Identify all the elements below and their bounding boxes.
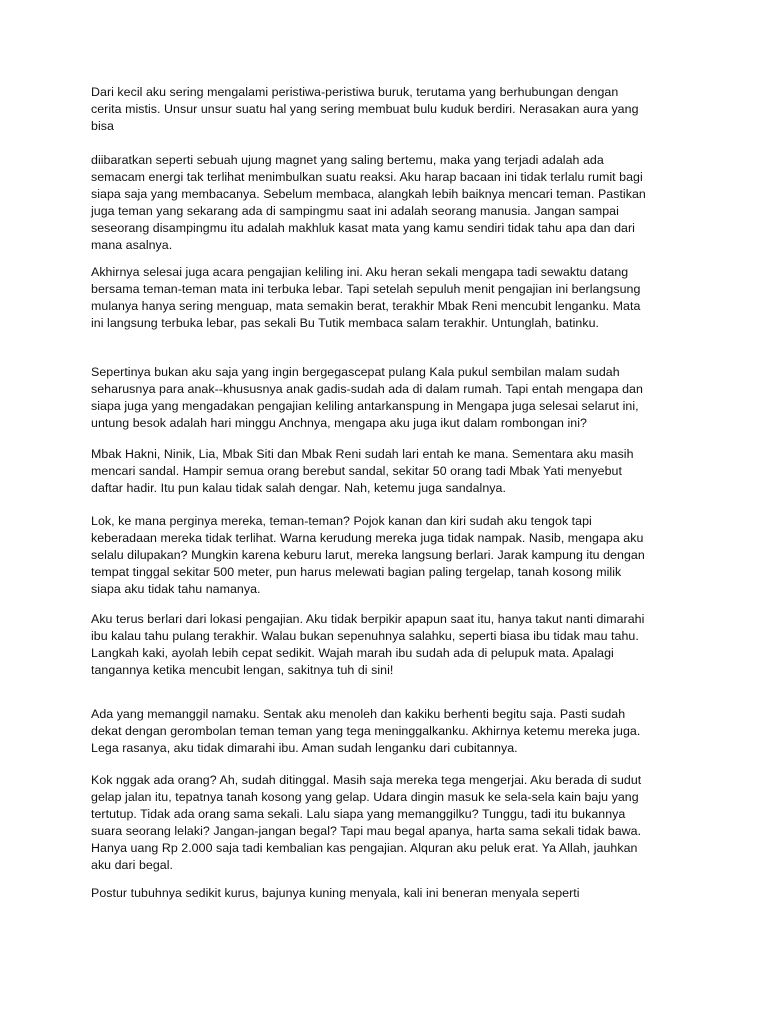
- paragraph-7: [91, 611, 691, 679]
- paragraph-1: [91, 84, 691, 135]
- text-line: siapa juga yang mengadakan pengajian keliling antarkanspung in Mengapa juga selesai selarut ini,: [91, 399, 639, 413]
- paragraph-10: [91, 885, 691, 902]
- text-line: ibu kalau tahu pulang terakhir. Walau bukan sepenuhnya salahku, seperti biasa ibu tidak mau tahu.: [91, 629, 639, 643]
- text-line: selalu dilupakan? Mungkin karena keburu larut, mereka langsung berlari. Jarak kampung itu dengan: [91, 548, 645, 562]
- paragraph-3: [91, 264, 691, 332]
- paragraph-5: [91, 446, 691, 497]
- text-line: siapa aku tidak tahu namanya.: [91, 582, 261, 596]
- text-line: Ada yang memanggil namaku. Sentak aku menoleh dan kakiku berhenti begitu saja. Pasti sudah: [91, 707, 626, 721]
- text-line: daftar hadir. Itu pun kalau tidak salah dengar. Nah, ketemu juga sandalnya.: [91, 481, 506, 495]
- text-line: keberadaan mereka tidak terlihat. Warna kerudung mereka juga tidak nampak. Nasib, mengapa aku: [91, 531, 644, 545]
- text-line: diibaratkan seperti sebuah ujung magnet yang saling bertemu, maka yang terjadi adalah ada: [91, 153, 604, 167]
- paragraph-6: [91, 513, 691, 598]
- text-line: aku dari begal.: [91, 858, 174, 872]
- text-line: cerita mistis. Unsur unsur suatu hal yang sering membuat bulu kuduk berdiri. Nerasakan aura yang: [91, 102, 639, 116]
- paragraph-2: [91, 152, 691, 254]
- text-line: Akhirnya selesai juga acara pengajian keliling ini. Aku heran sekali mengapa tadi sewaktu datang: [91, 265, 629, 279]
- text-line: dekat dengan gerombolan teman teman yang tega meninggalkanku. Akhirnya ketemu mereka juga.: [91, 724, 641, 738]
- text-line: ini langsung terbuka lebar, pas sekali Bu Tutik membaca salam terakhir. Untunglah, batinku.: [91, 316, 600, 330]
- text-line: Lega rasanya, aku tidak dimarahi ibu. Aman sudah lenganku dari cubitannya.: [91, 741, 518, 755]
- document-page: [91, 0, 691, 1024]
- text-line: suara seorang lelaki? Jangan-jangan begal? Tapi mau begal apanya, harta sama sekali tidak bawa.: [91, 824, 642, 838]
- paragraph-8: [91, 706, 691, 757]
- text-line: mulanya hanya sering menguap, mata semakin berat, terakhir Mbak Reni mencubit lenganku. Mata: [91, 299, 641, 313]
- text-line: mana asalnya.: [91, 238, 173, 252]
- text-line: untung besok adalah hari minggu Anchnya, mengapa aku juga ikut dalam rombongan ini?: [91, 416, 587, 430]
- text-line: Kok nggak ada orang? Ah, sudah ditinggal. Masih saja mereka tega mengerjai. Aku berada di sudut: [91, 773, 642, 787]
- text-line: Lok, ke mana perginya mereka, teman-teman? Pojok kanan dan kiri sudah aku tengok tapi: [91, 514, 592, 528]
- text-line: Aku terus berlari dari lokasi pengajian. Aku tidak berpikir apapun saat itu, hanya takut nanti dimarahi: [91, 612, 645, 626]
- paragraph-9: [91, 772, 691, 874]
- paragraph-4: [91, 364, 691, 432]
- text-line: Hanya uang Rp 2.000 saja tadi kembalian kas pengajian. Alquran aku peluk erat. Ya Allah, jauhkan: [91, 841, 638, 855]
- text-line: Langkah kaki, ayolah lebih cepat sedikit. Wajah marah ibu sudah ada di pelupuk mata. Apalagi: [91, 646, 614, 660]
- text-line: Sepertinya bukan aku saja yang ingin bergegascepat pulang Kala pukul sembilan malam sudah: [91, 365, 620, 379]
- text-line: semacam energi tak terlihat menimbulkan suatu reaksi. Aku harap bacaan ini tidak terlalu rumit bagi: [91, 170, 643, 184]
- text-line: bisa: [91, 119, 114, 133]
- text-line: Mbak Hakni, Ninik, Lia, Mbak Siti dan Mbak Reni sudah lari entah ke mana. Sementara aku masih: [91, 447, 634, 461]
- text-line: gelap jalan itu, tepatnya tanah kosong yang gelap. Udara dingin masuk ke sela-sela kain baju yang: [91, 790, 639, 804]
- text-line: Dari kecil aku sering mengalami peristiwa-peristiwa buruk, terutama yang berhubungan dengan: [91, 85, 619, 99]
- text-line: bersama teman-teman mata ini terbuka lebar. Tapi setelah sepuluh menit pengajian ini berlangsung: [91, 282, 641, 296]
- text-line: juga teman yang sekarang ada di sampingmu saat ini adalah seorang manusia. Jangan sampai: [91, 204, 619, 218]
- text-line: tempat tinggal sekitar 500 meter, pun harus melewati bagian paling tergelap, tanah kosong milik: [91, 565, 622, 579]
- text-line: siapa saja yang membacanya. Sebelum membaca, alangkah lebih baiknya mencari teman. Pastikan: [91, 187, 646, 201]
- text-line: tertutup. Tidak ada orang sama sekali. Lalu siapa yang memanggilku? Tunggu, tadi itu bukannya: [91, 807, 626, 821]
- text-line: seseorang disampingmu itu adalah makhluk kasat mata yang kamu sendiri tidak tahu apa dan dari: [91, 221, 635, 235]
- text-line: mencari sandal. Hampir semua orang berebut sandal, sekitar 50 orang tadi Mbak Yati menyebut: [91, 464, 622, 478]
- text-line: Postur tubuhnya sedikit kurus, bajunya kuning menyala, kali ini beneran menyala seperti: [91, 886, 580, 900]
- text-line: seharusnya para anak--khususnya anak gadis-sudah ada di dalam rumah. Tapi entah mengapa dan: [91, 382, 643, 396]
- text-line: tangannya ketika mencubit lengan, sakitnya tuh di sini!: [91, 663, 394, 677]
